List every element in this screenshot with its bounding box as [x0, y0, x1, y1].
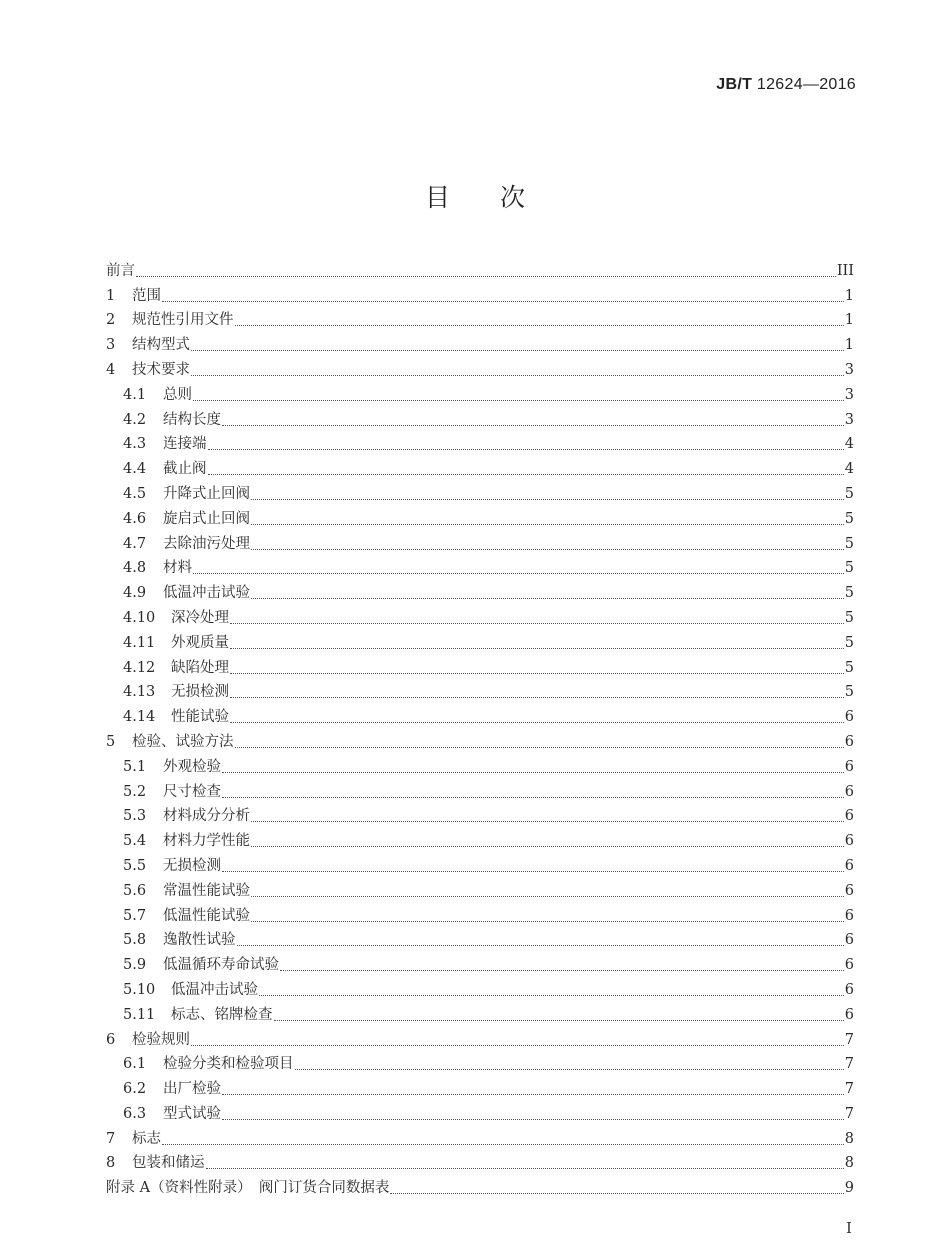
toc-entry-label: 低温冲击试验	[163, 585, 250, 602]
toc-entry-page: 5	[844, 609, 854, 626]
toc-entry-number: 4.8	[123, 560, 147, 577]
toc-entry-label: 外观检验	[163, 758, 221, 775]
toc-entry-number: 4.12	[123, 659, 156, 676]
toc-leader-dots	[295, 1069, 844, 1070]
toc-leader-dots	[237, 945, 844, 946]
toc-leader-dots	[230, 722, 844, 723]
toc-entry-number: 5.7	[123, 907, 147, 924]
toc-entry-page: 5	[844, 510, 854, 527]
toc-leader-dots	[230, 648, 844, 649]
toc-leader-dots	[251, 846, 844, 847]
toc-entry[interactable]	[106, 256, 854, 281]
toc-entry-number: 5.9	[123, 957, 147, 974]
toc-entry[interactable]	[106, 851, 854, 876]
toc-leader-dots	[251, 499, 844, 500]
toc-entry-label: 检验分类和检验项目	[163, 1056, 294, 1073]
toc-entry-label: 材料	[163, 560, 192, 577]
toc-entry-number: 5.4	[123, 833, 147, 850]
toc-entry[interactable]	[106, 281, 854, 306]
toc-leader-dots	[251, 821, 844, 822]
toc-entry-label: 旋启式止回阀	[163, 510, 250, 527]
toc-entry-label: 低温循环寿命试验	[163, 957, 279, 974]
toc-entry[interactable]	[106, 950, 854, 975]
toc-leader-dots	[222, 871, 844, 872]
toc-entry-page: 6	[844, 808, 854, 825]
toc-leader-dots	[274, 1020, 844, 1021]
toc-entry-page: 6	[844, 783, 854, 800]
toc-entry-label: 低温冲击试验	[171, 981, 258, 998]
toc-entry-page: 9	[844, 1180, 854, 1197]
toc-entry-page: 5	[844, 585, 854, 602]
toc-entry-label: 逸散性试验	[163, 932, 236, 949]
toc-entry[interactable]	[106, 479, 854, 504]
toc-entry-label: 标志、铭牌检查	[171, 1006, 273, 1023]
toc-entry-page: 6	[844, 932, 854, 949]
toc-entry[interactable]	[106, 926, 854, 951]
toc-entry-label: 材料成分分析	[163, 808, 250, 825]
toc-entry-page: 1	[844, 287, 854, 304]
toc-entry[interactable]	[106, 603, 854, 628]
toc-entry-page: 1	[844, 312, 854, 329]
toc-leader-dots	[208, 474, 844, 475]
toc-entry-label: 无损检测	[163, 857, 221, 874]
toc-leader-dots	[191, 350, 844, 351]
toc-leader-dots	[251, 549, 844, 550]
toc-entry[interactable]	[106, 330, 854, 355]
toc-leader-dots	[251, 524, 844, 525]
toc-entry-number: 4.14	[123, 709, 156, 726]
toc-leader-dots	[251, 598, 844, 599]
toc-entry-number: 5.10	[123, 981, 156, 998]
toc-entry-label: 出厂检验	[163, 1081, 221, 1098]
toc-entry[interactable]	[106, 554, 854, 579]
toc-entry-page: 5	[844, 485, 854, 502]
toc-leader-dots	[222, 772, 844, 773]
toc-entry-label: 性能试验	[171, 709, 229, 726]
toc-leader-dots	[193, 573, 844, 574]
toc-leader-dots	[206, 1168, 844, 1169]
toc-entry-number: 3	[106, 337, 116, 354]
toc-entry-number: 5.5	[123, 857, 147, 874]
toc-entry-number: 4.6	[123, 510, 147, 527]
toc-entry[interactable]	[106, 1074, 854, 1099]
page-title: 目次	[424, 183, 575, 212]
toc-entry[interactable]	[106, 504, 854, 529]
toc-entry-page: 7	[844, 1081, 854, 1098]
toc-entry-number: 4.4	[123, 461, 147, 478]
toc-leader-dots	[390, 1193, 843, 1194]
toc-entry-label: 外观质量	[171, 634, 229, 651]
toc-entry-page: 6	[844, 957, 854, 974]
toc-entry-page: 8	[844, 1130, 854, 1147]
toc-entry-label: 材料力学性能	[163, 833, 250, 850]
toc-entry[interactable]	[106, 752, 854, 777]
toc-entry[interactable]	[106, 1050, 854, 1075]
toc-entry-label: 包装和储运	[132, 1155, 205, 1172]
toc-entry[interactable]	[106, 727, 854, 752]
toc-entry-page: 1	[844, 337, 854, 354]
toc-entry-page: 6	[844, 907, 854, 924]
toc-entry-page: 4	[844, 436, 854, 453]
toc-entry-page: III	[836, 262, 854, 279]
toc-entry[interactable]	[106, 777, 854, 802]
toc-entry-number: 5	[106, 733, 116, 750]
toc-leader-dots	[193, 400, 844, 401]
toc-entry-label: 结构长度	[163, 411, 221, 428]
toc-entry-page: 6	[844, 833, 854, 850]
toc-entry-label: 常温性能试验	[163, 882, 250, 899]
toc-entry-label: 附录 A（资料性附录） 阀门订货合同数据表	[106, 1180, 390, 1197]
toc-entry-number: 4.10	[123, 609, 156, 626]
toc-entry-number: 4.5	[123, 485, 147, 502]
toc-entry-number: 6	[106, 1031, 116, 1048]
toc-entry[interactable]	[106, 653, 854, 678]
toc-entry[interactable]	[106, 901, 854, 926]
toc-entry-number: 4	[106, 361, 116, 378]
toc-entry-page: 8	[844, 1155, 854, 1172]
toc-leader-dots	[230, 673, 844, 674]
toc-entry-number: 4.3	[123, 436, 147, 453]
toc-leader-dots	[191, 375, 844, 376]
toc-entry-page: 5	[844, 659, 854, 676]
toc-entry-label: 去除油污处理	[163, 535, 250, 552]
toc-entry-page: 6	[844, 882, 854, 899]
toc-entry-label: 型式试验	[163, 1105, 221, 1122]
toc-entry-label: 连接端	[163, 436, 207, 453]
toc-entry[interactable]	[106, 702, 854, 727]
toc-entry-label: 截止阀	[163, 461, 207, 478]
toc-entry-page: 7	[844, 1105, 854, 1122]
page-number: I	[846, 1219, 852, 1237]
toc-entry-number: 4.9	[123, 585, 147, 602]
toc-entry[interactable]	[106, 405, 854, 430]
toc-entry-label: 尺寸检查	[163, 783, 221, 800]
toc-entry-number: 4.11	[123, 634, 156, 651]
toc-entry-number: 6.3	[123, 1105, 147, 1122]
toc-entry-page: 6	[844, 758, 854, 775]
standard-code-prefix: JB/T	[716, 76, 753, 93]
toc-entry-page: 6	[844, 709, 854, 726]
toc-entry[interactable]	[106, 1124, 854, 1149]
toc-entry-number: 5.3	[123, 808, 147, 825]
toc-entry[interactable]	[106, 826, 854, 851]
toc-entry-number: 4.2	[123, 411, 147, 428]
toc-entry-page: 5	[844, 535, 854, 552]
toc-leader-dots	[191, 1045, 844, 1046]
toc-leader-dots	[230, 697, 844, 698]
toc-entry-number: 1	[106, 287, 116, 304]
toc-entry-page: 4	[844, 461, 854, 478]
toc-entry-number: 5.2	[123, 783, 147, 800]
toc-entry-page: 6	[844, 1006, 854, 1023]
toc-entry[interactable]	[106, 1000, 854, 1025]
toc-entry-page: 3	[844, 386, 854, 403]
toc-leader-dots	[162, 301, 844, 302]
toc-entry-page: 6	[844, 857, 854, 874]
toc-entry-number: 7	[106, 1130, 116, 1147]
toc-leader-dots	[259, 995, 844, 996]
toc-entry-number: 2	[106, 312, 116, 329]
standard-code	[716, 76, 856, 94]
toc-entry-number: 5.1	[123, 758, 147, 775]
toc-entry-page: 7	[844, 1056, 854, 1073]
toc-entry-label: 范围	[132, 287, 161, 304]
toc-entry-label: 检验规则	[132, 1031, 190, 1048]
toc-entry-label: 缺陷处理	[171, 659, 229, 676]
toc-entry-page: 3	[844, 361, 854, 378]
toc-entry[interactable]	[106, 678, 854, 703]
toc-entry[interactable]	[106, 430, 854, 455]
toc-entry[interactable]	[106, 975, 854, 1000]
toc-entry-label: 技术要求	[132, 361, 190, 378]
toc-entry[interactable]	[106, 876, 854, 901]
table-of-contents	[106, 256, 854, 1198]
standard-code-number: 12624—2016	[752, 76, 856, 93]
toc-entry[interactable]	[106, 454, 854, 479]
toc-entry-label: 总则	[163, 386, 192, 403]
toc-entry-number: 5.6	[123, 882, 147, 899]
toc-leader-dots	[222, 1119, 844, 1120]
toc-entry-page: 5	[844, 634, 854, 651]
toc-entry-number: 5.11	[123, 1006, 156, 1023]
toc-leader-dots	[222, 1094, 844, 1095]
toc-entry-label: 前言	[106, 262, 135, 279]
toc-entry[interactable]	[106, 1099, 854, 1124]
toc-leader-dots	[162, 1144, 844, 1145]
toc-entry[interactable]	[106, 355, 854, 380]
toc-entry-label: 标志	[132, 1130, 161, 1147]
toc-entry-number: 6.2	[123, 1081, 147, 1098]
toc-leader-dots	[230, 623, 844, 624]
toc-entry[interactable]	[106, 380, 854, 405]
toc-entry-label: 检验、试验方法	[132, 733, 234, 750]
toc-entry-label: 无损检测	[171, 684, 229, 701]
toc-entry-label: 规范性引用文件	[132, 312, 234, 329]
toc-entry-page: 5	[844, 684, 854, 701]
toc-entry-number: 5.8	[123, 932, 147, 949]
toc-entry-page: 5	[844, 560, 854, 577]
toc-entry-number: 4.13	[123, 684, 156, 701]
toc-entry-number: 4.7	[123, 535, 147, 552]
toc-entry-label: 升降式止回阀	[163, 485, 250, 502]
toc-entry-label: 低温性能试验	[163, 907, 250, 924]
toc-leader-dots	[251, 921, 844, 922]
toc-entry-page: 6	[844, 981, 854, 998]
toc-entry[interactable]	[106, 1173, 854, 1198]
toc-entry-number: 8	[106, 1155, 116, 1172]
toc-leader-dots	[222, 797, 844, 798]
toc-entry[interactable]	[106, 1149, 854, 1174]
toc-leader-dots	[251, 896, 844, 897]
toc-leader-dots	[235, 747, 844, 748]
toc-entry-page: 7	[844, 1031, 854, 1048]
toc-leader-dots	[235, 325, 844, 326]
toc-leader-dots	[208, 449, 844, 450]
toc-entry-page: 6	[844, 733, 854, 750]
toc-entry[interactable]	[106, 802, 854, 827]
toc-entry[interactable]	[106, 628, 854, 653]
toc-entry[interactable]	[106, 1025, 854, 1050]
toc-entry-number: 4.1	[123, 386, 147, 403]
toc-entry-page: 3	[844, 411, 854, 428]
toc-entry-number: 6.1	[123, 1056, 147, 1073]
toc-entry[interactable]	[106, 529, 854, 554]
toc-leader-dots	[222, 425, 844, 426]
toc-entry[interactable]	[106, 306, 854, 331]
toc-entry-label: 深冷处理	[171, 609, 229, 626]
toc-entry[interactable]	[106, 578, 854, 603]
toc-leader-dots	[280, 970, 844, 971]
toc-leader-dots	[136, 276, 836, 277]
toc-entry-label: 结构型式	[132, 337, 190, 354]
